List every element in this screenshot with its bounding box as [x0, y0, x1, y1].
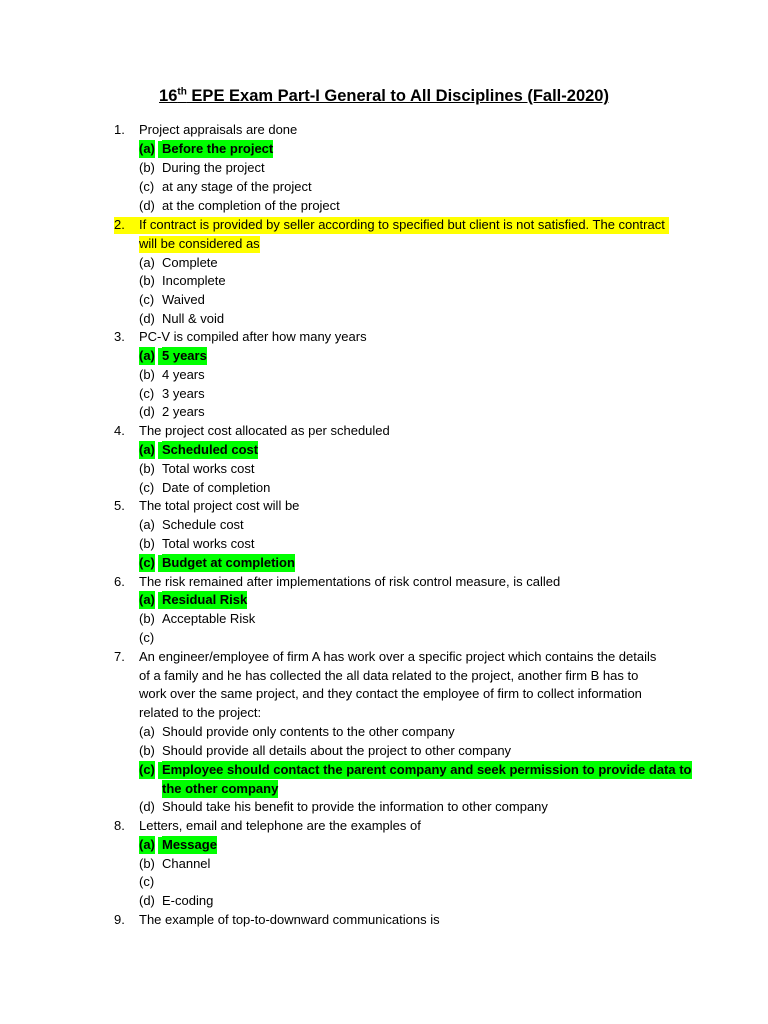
option-text: Waived [162, 292, 205, 307]
option-text: Total works cost [162, 461, 255, 476]
title-superscript: th [177, 86, 187, 98]
option-text: Complete [162, 255, 218, 270]
option-label: (a) [139, 442, 155, 457]
option-label: (c) [139, 555, 155, 570]
option-label: (b) [139, 743, 155, 758]
option-label: (b) [139, 160, 155, 175]
title-rest: EPE Exam Part-I General to All Disciplines (Fall-2020) [186, 87, 609, 105]
option-label: (a) [139, 141, 155, 156]
option-label: (c) [139, 179, 155, 194]
option-label: (a) [139, 592, 155, 607]
option-text: Acceptable Risk [162, 611, 256, 626]
correct-answer-text: Scheduled cost [162, 442, 259, 457]
option-label: (c) [139, 292, 155, 307]
option-text: Channel [162, 856, 211, 871]
option-label: (d) [139, 311, 155, 326]
question-number: 2. [114, 217, 125, 232]
option-label: (a) [139, 837, 155, 852]
option-label: (b) [139, 611, 155, 626]
option-text: E-coding [162, 893, 214, 908]
option-text: 4 years [162, 367, 205, 382]
option-label: (b) [139, 461, 155, 476]
question-text: The total project cost will be [139, 498, 300, 513]
option-text: at the completion of the project [162, 198, 340, 213]
question-number: 4. [114, 423, 125, 438]
option-label: (b) [139, 856, 155, 871]
question-text: work over the same project, and they contact the employee of firm to collect information [139, 686, 642, 701]
option-text: Null & void [162, 311, 225, 326]
question-text: The risk remained after implementations of risk control measure, is called [139, 574, 561, 589]
option-label: (a) [139, 348, 155, 363]
correct-answer-text: Residual Risk [162, 592, 248, 607]
question-text: The project cost allocated as per scheduled [139, 423, 390, 438]
correct-answer-text: Before the project [162, 141, 274, 156]
question-number: 3. [114, 329, 125, 344]
correct-answer-text: 5 years [162, 348, 207, 363]
option-text: at any stage of the project [162, 179, 312, 194]
question-text: The example of top-to-downward communications is [139, 912, 440, 927]
option-label: (c) [139, 480, 155, 495]
title-prefix: 16 [159, 87, 178, 105]
option-text: Total works cost [162, 536, 255, 551]
option-text: Incomplete [162, 273, 226, 288]
question-number: 6. [114, 574, 125, 589]
question-text: related to the project: [139, 705, 262, 720]
option-label: (b) [139, 536, 155, 551]
option-text: Date of completion [162, 480, 271, 495]
option-label: (d) [139, 404, 155, 419]
question-text: If contract is provided by seller according to specified but client is not satisfied. The contract [139, 217, 665, 232]
question-text: An engineer/employee of firm A has work over a specific project which contains the details [139, 649, 657, 664]
question-number: 8. [114, 818, 125, 833]
correct-answer-text: Employee should contact the parent company and seek permission to provide data to [162, 762, 692, 777]
option-text: Schedule cost [162, 517, 244, 532]
question-text: of a family and he has collected the all data related to the project, another firm B has to [139, 668, 639, 683]
option-label: (a) [139, 724, 155, 739]
option-text: 3 years [162, 386, 205, 401]
option-label: (c) [139, 762, 155, 777]
question-text: Project appraisals are done [139, 122, 298, 137]
option-text: Should provide all details about the project to other company [162, 743, 512, 758]
option-text: Should take his benefit to provide the information to other company [162, 799, 548, 814]
option-label: (a) [139, 255, 155, 270]
question-number: 9. [114, 912, 125, 927]
option-label: (d) [139, 799, 155, 814]
page-title [0, 87, 768, 106]
correct-answer-text: Message [162, 837, 217, 852]
question-text: PC-V is compiled after how many years [139, 329, 367, 344]
option-label: (b) [139, 273, 155, 288]
option-text: Should provide only contents to the other company [162, 724, 455, 739]
option-label: (c) [139, 874, 155, 889]
option-text: During the project [162, 160, 265, 175]
question-text: will be considered as [139, 236, 260, 251]
correct-answer-text: Budget at completion [162, 555, 295, 570]
option-label: (d) [139, 893, 155, 908]
option-label: (a) [139, 517, 155, 532]
option-text: 2 years [162, 404, 205, 419]
question-text: Letters, email and telephone are the examples of [139, 818, 421, 833]
option-label: (d) [139, 198, 155, 213]
question-number: 1. [114, 122, 125, 137]
option-label: (b) [139, 367, 155, 382]
option-label: (c) [139, 386, 155, 401]
correct-answer-text: the other company [162, 781, 279, 796]
question-number: 5. [114, 498, 125, 513]
question-number: 7. [114, 649, 125, 664]
option-label: (c) [139, 630, 155, 645]
